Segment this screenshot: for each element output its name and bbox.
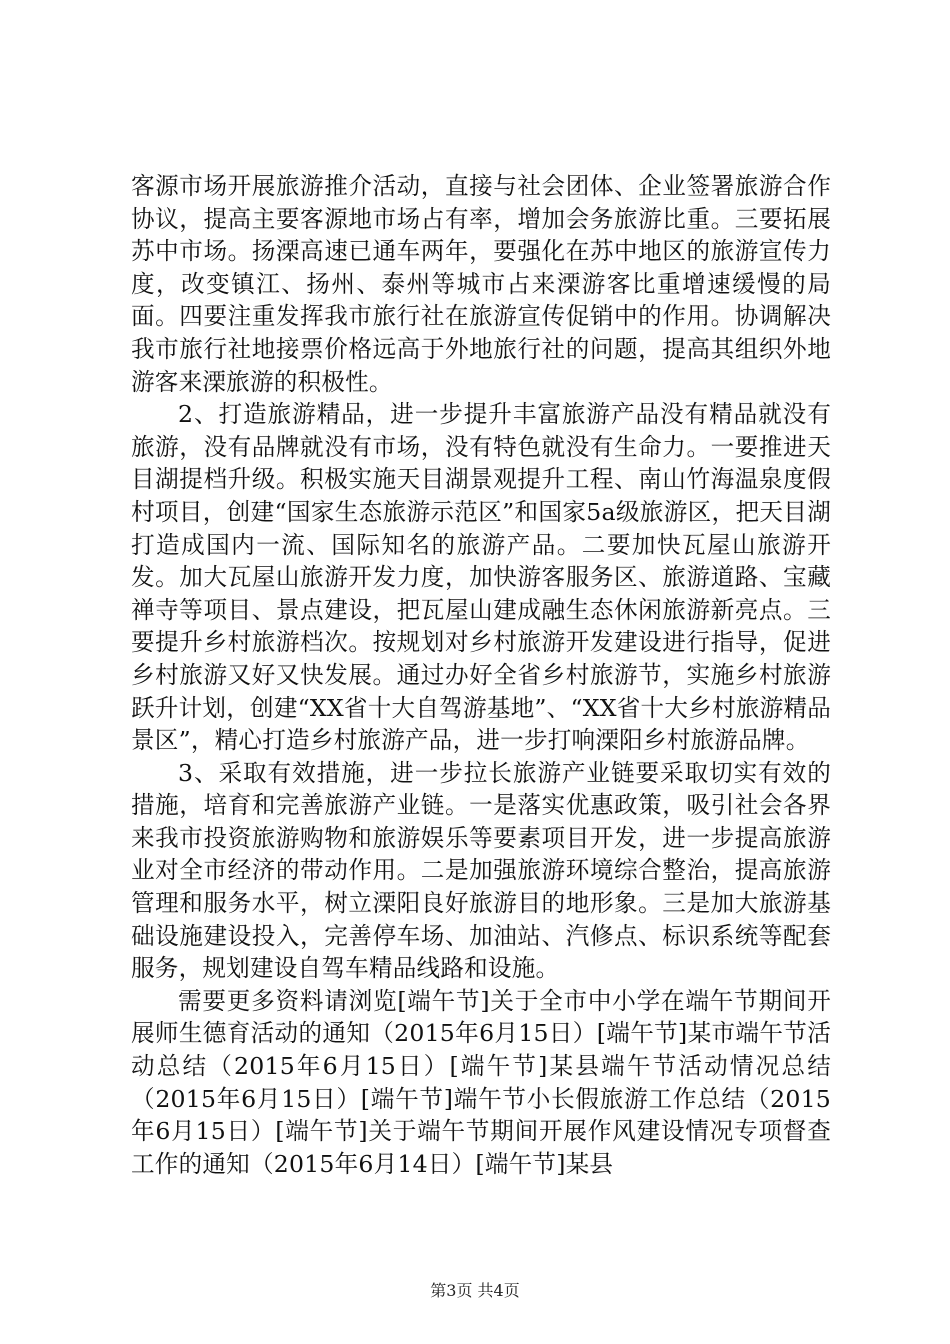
page-number-footer: 第3页 共4页 [430,1281,520,1300]
paragraph-section-3: 3、采取有效措施，进一步拉长旅游产业链要采取切实有效的措施，培育和完善旅游产业链。一是落实优惠政策，吸引社会各界来我市投资旅游购物和旅游娱乐等要素项目开发，进一步提高旅游业对全市经济的带动作用。二是加强旅游环境综合整治，提高旅游管理和服务水平，树立溧阳良好旅游目的地形象。三是加大旅游基础设施建设投入，完善停车场、加油站、汽修点、标识系统等配套服务，规划建设自驾车精品线路和设施。 [131,758,831,983]
paragraph-more-info: 需要更多资料请浏览[端午节]关于全市中小学在端午节期间开展师生德育活动的通知（2015年6月15日）[端午节]某市端午节活动总结（2015年6月15日）[端午节]某县端午节活动情况总结（2015年6月15日）[端午节]端午节小长假旅游工作总结（2015年6月15日）[端午节]关于端午节期间开展作风建设情况专项督查工作的通知（2015年6月14日）[端午节]某县 [131,986,831,1178]
document-body [131,170,831,1180]
paragraph-continuation: 客源市场开展旅游推介活动，直接与社会团体、企业签署旅游合作协议，提高主要客源地市场占有率，增加会务旅游比重。三要拓展苏中市场。扬溧高速已通车两年，要强化在苏中地区的旅游宣传力度，改变镇江、扬州、泰州等城市占来溧游客比重增速缓慢的局面。四要注重发挥我市旅行社在旅游宣传促销中的作用。协调解决我市旅行社地接票价格远高于外地旅行社的问题，提高其组织外地游客来溧旅游的积极性。 [131,172,831,396]
paragraph-section-2: 2、打造旅游精品，进一步提升丰富旅游产品没有精品就没有旅游，没有品牌就没有市场，没有特色就没有生命力。一要推进天目湖提档升级。积极实施天目湖景观提升工程、南山竹海温泉度假村项目，创建“国家生态旅游示范区”和国家5a级旅游区，把天目湖打造成国内一流、国际知名的旅游产品。二要加快瓦屋山旅游开发。加大瓦屋山旅游开发力度，加快游客服务区、旅游道路、宝藏禅寺等项目、景点建设，把瓦屋山建成融生态休闲旅游新亮点。三要提升乡村旅游档次。按规划对乡村旅游开发建设进行指导，促进乡村旅游又好又快发展。通过办好全省乡村旅游节，实施乡村旅游跃升计划，创建“XX省十大自驾游基地”、“XX省十大乡村旅游精品景区”，精心打造乡村旅游产品，进一步打响溧阳乡村旅游品牌。 [131,400,831,755]
